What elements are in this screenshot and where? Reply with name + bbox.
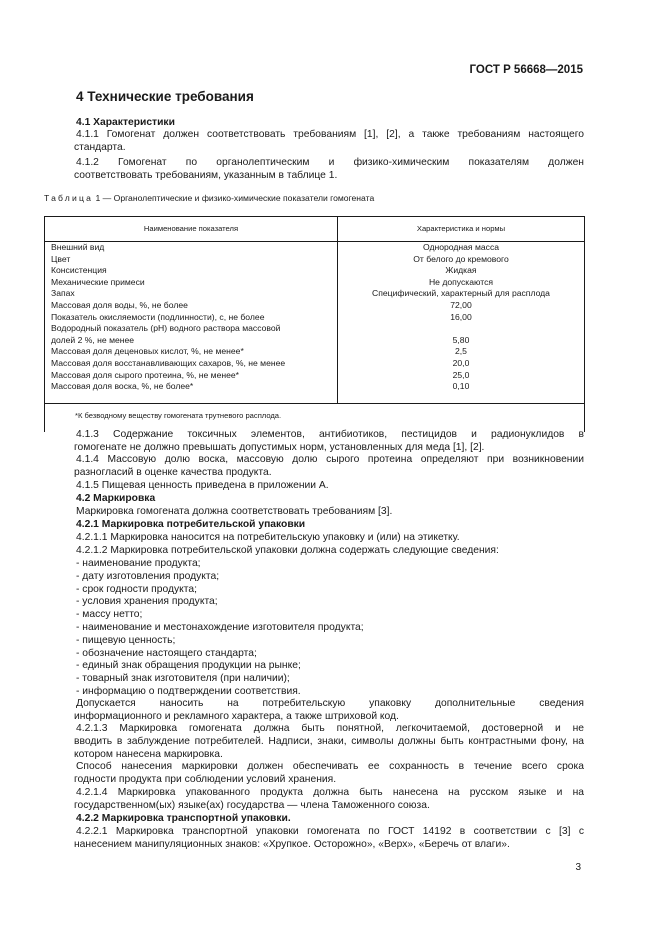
table-cell-value: Специфический, характерный для расплода xyxy=(338,288,585,300)
paragraph-4-1-5: 4.1.5 Пищевая ценность приведена в приложении А. xyxy=(76,480,329,491)
paragraph-4-1-2: 4.1.2 Гомогенат по органолептическим и физико-химическим показателям должен соответствовать требованиям, указанным в таблице 1. xyxy=(74,157,584,181)
table-cell-indicator: Внешний вид xyxy=(45,242,338,254)
list-item: - наименование и местонахождение изготовителя продукта; xyxy=(76,621,364,633)
table-row xyxy=(45,358,585,370)
subsection-heading-4-2: 4.2 Маркировка xyxy=(76,493,156,504)
properties-table xyxy=(44,216,585,432)
table-cell-indicator: долей 2 %, не менее xyxy=(45,335,338,347)
table-row xyxy=(45,288,585,300)
table-cell-value xyxy=(338,323,585,335)
table-cell-value: 0,10 xyxy=(338,381,585,403)
table-cell-indicator: Механические примеси xyxy=(45,277,338,289)
table-row xyxy=(45,323,585,335)
table-cell-value: От белого до кремового xyxy=(338,254,585,266)
table-cell-value: 5,80 xyxy=(338,335,585,347)
subsection-heading-4-1: 4.1 Характеристики xyxy=(76,117,175,128)
list-item: - массу нетто; xyxy=(76,609,143,621)
table-cell-indicator: Запах xyxy=(45,288,338,300)
paragraph-4-2-2-1: 4.2.2.1 Маркировка транспортной упаковки гомогената по ГОСТ 14192 в соответствии с [3] с нанесением манипуляционных знаков: «Хрупкое. Осторожно», «Верх», «Беречь от влаги». xyxy=(74,826,584,850)
table-cell-value: 2,5 xyxy=(338,346,585,358)
paragraph-4-2: Маркировка гомогената должна соответствовать требованиям [3]. xyxy=(76,506,393,517)
list-item: - обозначение настоящего стандарта; xyxy=(76,647,257,659)
list-item: - дату изготовления продукта; xyxy=(76,570,220,582)
page-number: 3 xyxy=(575,862,581,873)
standard-header: ГОСТ Р 56668—2015 xyxy=(469,64,583,76)
list-item: - условия хранения продукта; xyxy=(76,596,218,608)
subsection-heading-4-2-2: 4.2.2 Маркировка транспортной упаковки. xyxy=(76,813,291,824)
paragraph-4-2-1-4: 4.2.1.4 Маркировка упакованного продукта должна быть нанесена на русском языке и на государственном(ых) языке(ах) государства — члена Таможенного союза. xyxy=(74,787,584,811)
table-cell-indicator: Массовая доля воды, %, не более xyxy=(45,300,338,312)
marking-list xyxy=(76,558,584,699)
paragraph-marking-method: Способ нанесения маркировки должен обеспечивать ее сохранность в течение всего срока годности продукта при соблюдении условий хранения. xyxy=(74,761,584,785)
table-row xyxy=(45,254,585,266)
table-caption: Таблица 1 — Органолептические и физико-химические показатели гомогената xyxy=(44,193,375,203)
table-header-indicator: Наименование показателя xyxy=(45,217,338,242)
table-row xyxy=(45,265,585,277)
table-row xyxy=(45,346,585,358)
table-row xyxy=(45,300,585,312)
table-row xyxy=(45,370,585,382)
table-cell-indicator: Цвет xyxy=(45,254,338,266)
table-cell-value: 72,00 xyxy=(338,300,585,312)
table-row xyxy=(45,312,585,324)
table-cell-indicator: Массовая доля сырого протеина, %, не менее* xyxy=(45,370,338,382)
list-item: - срок годности продукта; xyxy=(76,583,197,595)
list-item: - наименование продукта; xyxy=(76,558,201,569)
table-cell-value: Не допускаются xyxy=(338,277,585,289)
table-cell-indicator: Показатель окисляемости (подлинности), с, не более xyxy=(45,312,338,324)
paragraph-4-2-1-3: 4.2.1.3 Маркировка гомогената должна быть понятной, легкочитаемой, достоверной и не вводить в заблуждение потребителей. Надписи, знаки, символы должны быть контрастными фону, на котором нанесена маркировка. xyxy=(74,723,584,760)
list-item: - информацию о подтверждении соответствия. xyxy=(76,685,301,697)
list-item: - товарный знак изготовителя (при наличии); xyxy=(76,673,290,685)
table-cell-value: Жидкая xyxy=(338,265,585,277)
table-cell-value: 20,0 xyxy=(338,358,585,370)
paragraph-4-1-1: 4.1.1 Гомогенат должен соответствовать требованиям [1], [2], а также требованиям настоящего стандарта. xyxy=(74,129,584,153)
table-row xyxy=(45,242,585,254)
paragraph-4-2-1-2: 4.2.1.2 Маркировка потребительской упаковки должна содержать следующие сведения: xyxy=(76,545,499,556)
table-row xyxy=(45,277,585,289)
table-cell-value: Однородная масса xyxy=(338,242,585,254)
paragraph-4-1-4: 4.1.4 Массовую долю воска, массовую долю сырого протеина определяют при возникновении разногласий в оценке качества продукта. xyxy=(74,454,584,478)
table-row xyxy=(45,381,585,403)
table-cell-value: 16,00 xyxy=(338,312,585,324)
list-item: - пищевую ценность; xyxy=(76,634,176,646)
table-cell-indicator: Массовая доля воска, %, не более* xyxy=(45,381,338,403)
paragraph-additional-info: Допускается наносить на потребительскую упаковку дополнительные сведения информационного и рекламного характера, а также штриховой код. xyxy=(74,698,584,722)
subsection-heading-4-2-1: 4.2.1 Маркировка потребительской упаковки xyxy=(76,519,306,530)
table-cell-indicator: Водородный показатель (pH) водного раствора массовой xyxy=(45,323,338,335)
table-row xyxy=(45,335,585,347)
paragraph-4-1-3: 4.1.3 Содержание токсичных элементов, антибиотиков, пестицидов и радионуклидов в гомогенате не должно превышать допустимых норм, установленных для меда [1], [2]. xyxy=(74,429,584,453)
table-cell-indicator: Массовая доля деценовых кислот, %, не менее* xyxy=(45,346,338,358)
paragraph-4-2-1-1: 4.2.1.1 Маркировка наносится на потребительскую упаковку и (или) на этикетку. xyxy=(76,532,460,543)
table-cell-indicator: Консистенция xyxy=(45,265,338,277)
table-cell-value: 25,0 xyxy=(338,370,585,382)
section-title: 4 Технические требования xyxy=(76,89,254,104)
table-header-characteristic: Характеристика и нормы xyxy=(338,217,585,242)
table-cell-indicator: Массовая доля восстанавливающих сахаров, %, не менее xyxy=(45,358,338,370)
list-item: - единый знак обращения продукции на рынке; xyxy=(76,660,301,672)
table-footnote-row xyxy=(45,403,585,432)
table-footnote: *К безводному веществу гомогената трутневого расплода. xyxy=(45,403,585,432)
